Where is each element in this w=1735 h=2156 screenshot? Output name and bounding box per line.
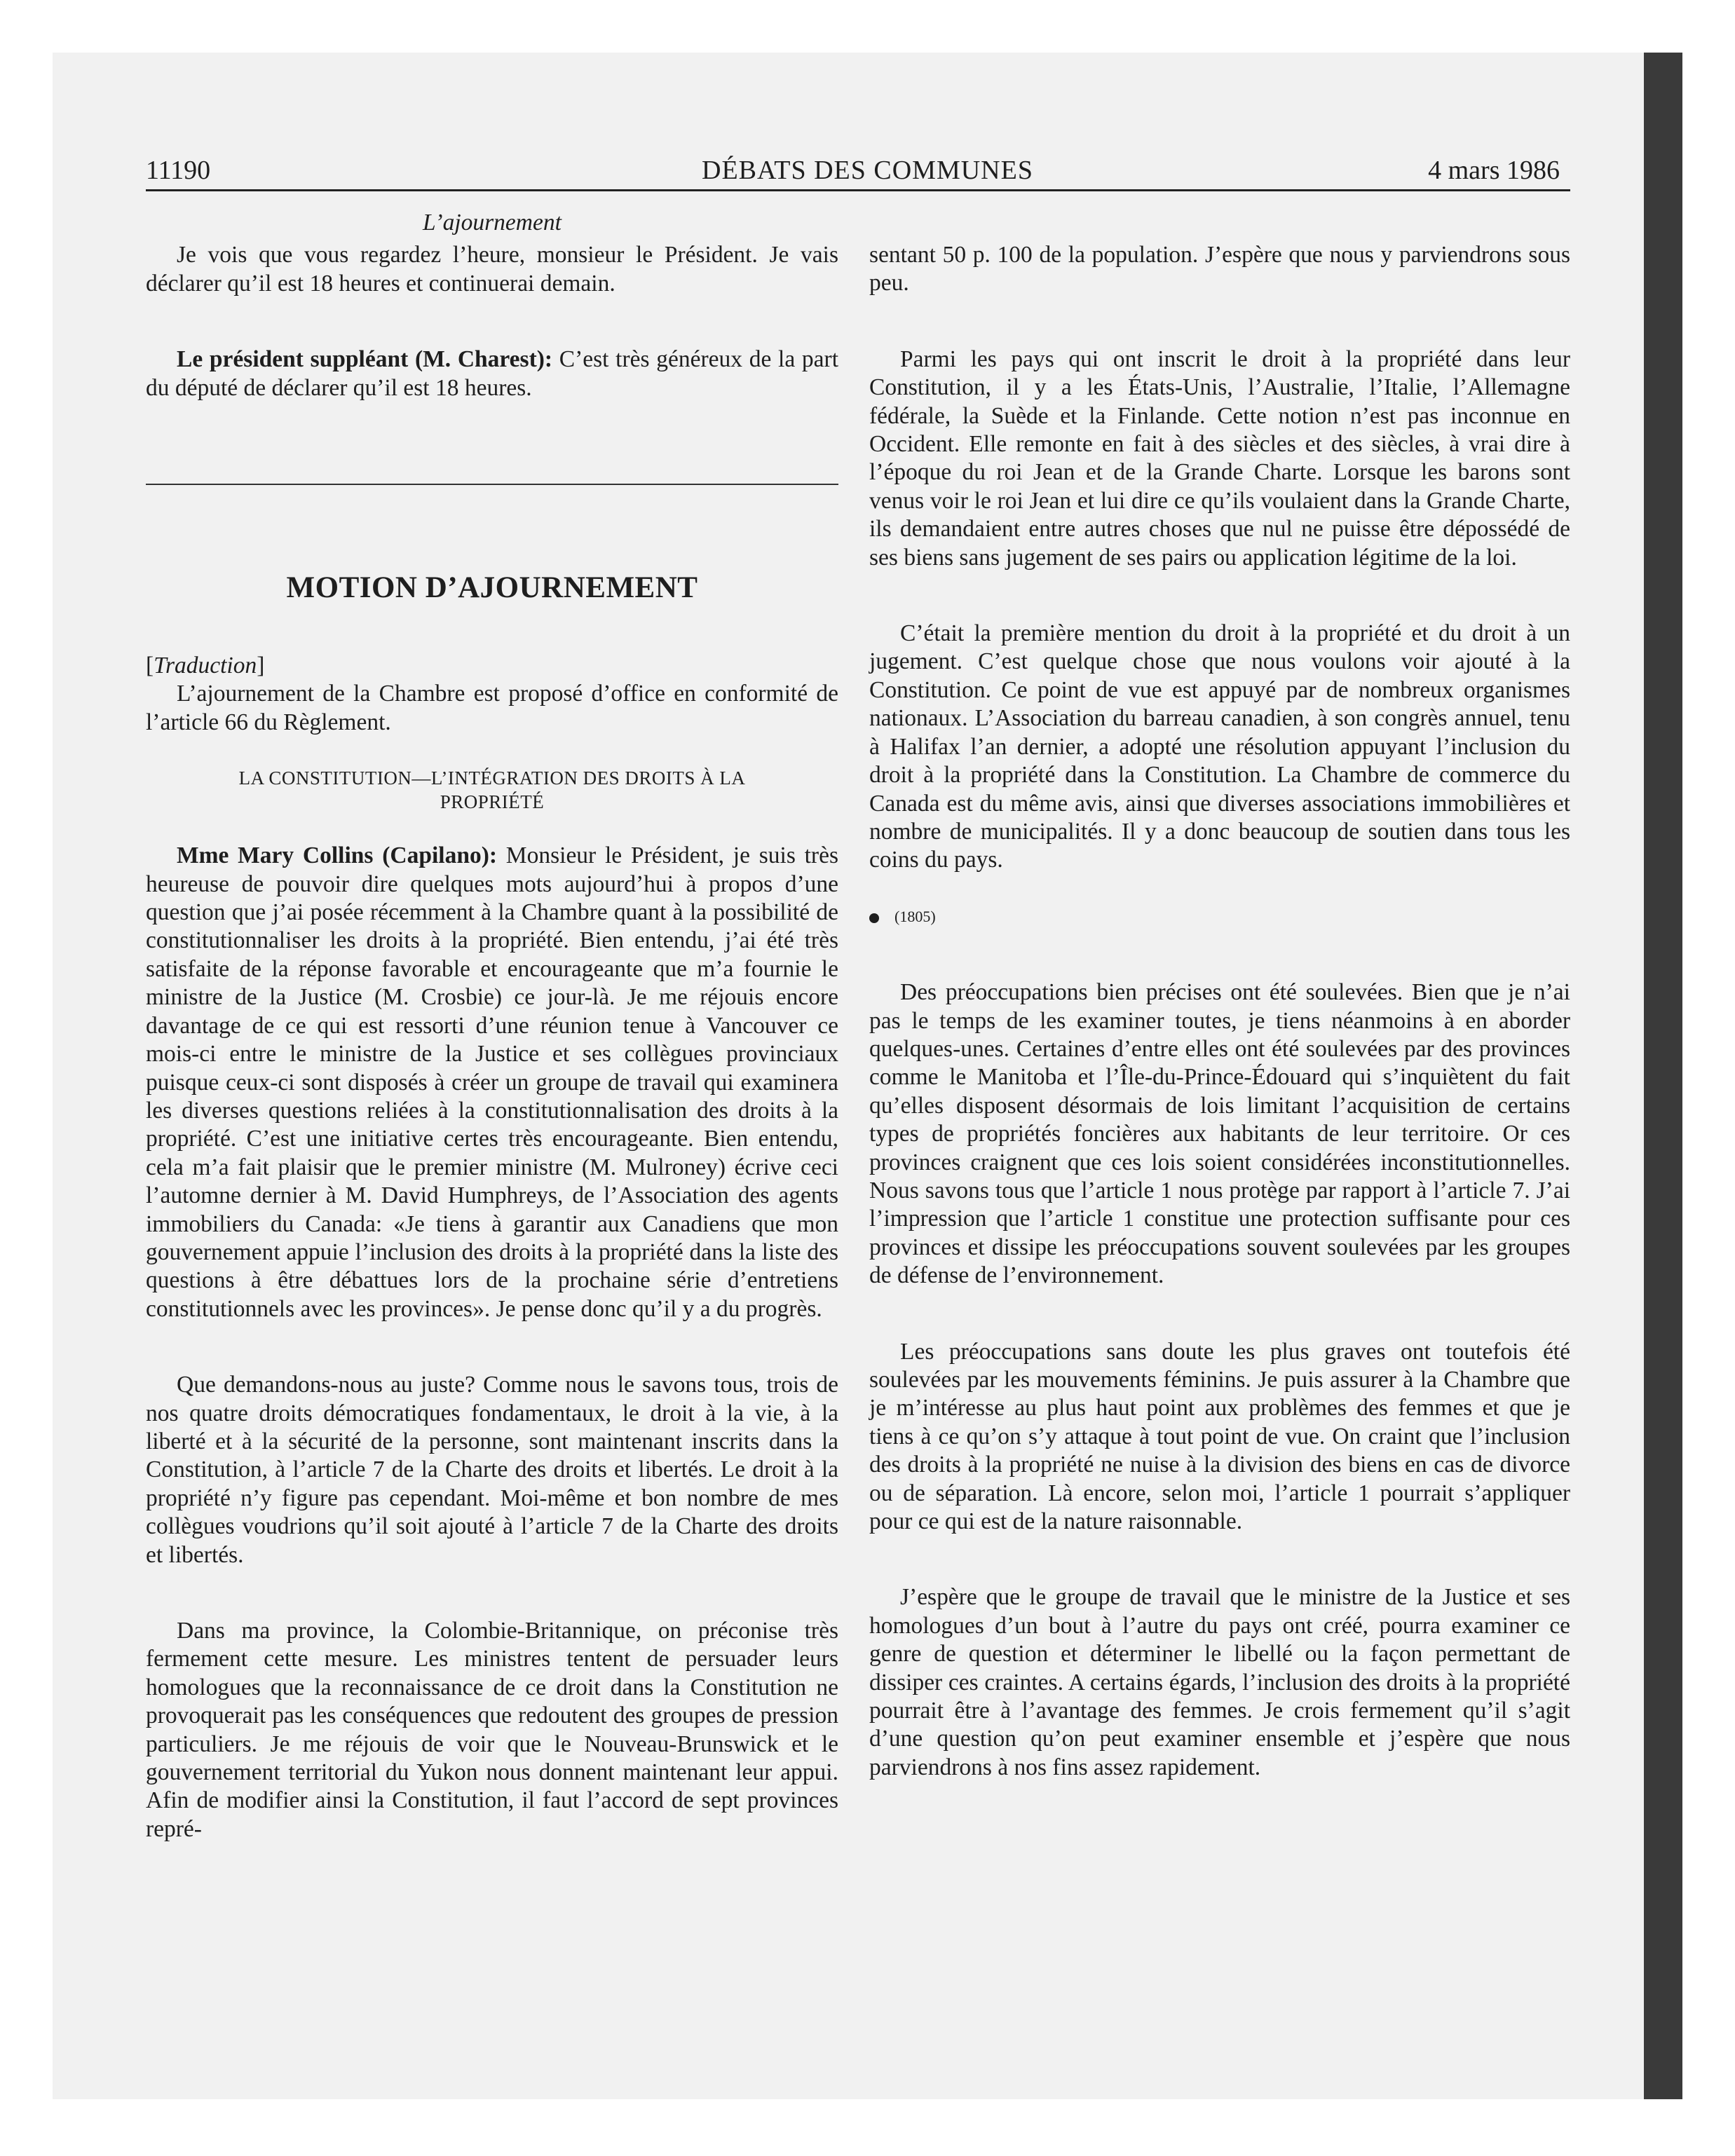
paragraph-text: C’est très généreux de la part du député de déclarer qu’il est 18 heures. — [146, 346, 838, 401]
topic-heading: LA CONSTITUTION—L’INTÉGRATION DES DROITS À LA PROPRIÉTÉ — [238, 767, 746, 813]
paragraph: J’espère que le groupe de travail que le ministre de la Justice et ses homologues d’un bout à l’autre du pays ont créé, pourra examiner ce genre de question et déterminer le libellé ou la façon permettant de dissiper ces craintes. A certains égards, l’inclusion des droits à la propriété pourrait être à l’avantage des femmes. Je crois fermement qu’il s’agit d’une question qu’on peut examiner ensemble et j’espère que nous parviendrons à nos fins assez rapidement. — [869, 1584, 1570, 1780]
speaker-name: Mme Mary Collins (Capilano): — [177, 842, 498, 869]
left-column — [146, 209, 838, 1843]
section-heading: MOTION D’AJOURNEMENT — [286, 571, 698, 605]
bullet-icon — [869, 913, 879, 923]
paragraph: Je vois que vous regardez l’heure, monsieur le Président. Je vais déclarer qu’il est 18 heures et continuerai demain. — [146, 242, 838, 296]
section-divider — [146, 484, 838, 485]
translation-note: [Traduction] — [146, 653, 265, 679]
speaker-name: Le président suppléant (M. Charest): — [177, 346, 553, 373]
paragraph-text: Monsieur le Président, je suis très heureuse de pouvoir dire quelques mots aujourd’hui à propos d’une question que j’ai posée récemment à la Chambre quant à la possibilité de constitutionnaliser les droits à la propriété. Bien entendu, j’ai été très satisfaite de la réponse favorable et encourageante que m’a fournie le ministre de la Justice (M. Crosbie) ce jour-là. Je me réjouis encore davantage de ce qui est ressorti d’une réunion tenue à Vancouver ce mois-ci entre le ministre de la Justice et ses collègues provinciaux puisque ceux-ci sont disposés à créer un groupe de travail qui examinera les diverses questions reliées à la constitutionnalisation des droits à la propriété. C’est une initiative certes très encourageante. Bien entendu, cela m’a fait plaisir que le premier ministre (M. Mulroney) écrive ceci l’automne dernier à M. David Humphreys, de l’Association des agents immobiliers du Canada: «Je tiens à garantir aux Canadiens que mon gouvernement appuie l’inclusion des droits à la propriété dans la liste des questions à être débattues lors de la prochaine série d’entretiens constitutionnels avec les provinces». Je pense donc qu’il y a du progrès. — [146, 842, 838, 1322]
paragraph: L’ajournement de la Chambre est proposé d’office en conformité de l’article 66 du Règlement. — [146, 681, 838, 735]
paragraph — [146, 842, 838, 1323]
paragraph: Des préoccupations bien précises ont été soulevées. Bien que je n’ai pas le temps de les examiner toutes, je tiens néanmoins à en aborder quelques-unes. Certaines d’entre elles ont été soulevées par des provinces comme le Manitoba et l’Île-du-Prince-Édouard qui s’inquiètent du fait qu’elles disposent désormais de lois limitant l’acquisition de certains types de propriétés foncières aux habitants de leur territoire. Or ces provinces craignent que ces lois soient considérées inconstitutionnelles. Nous savons tous que l’article 1 nous protège par rapport à l’article 7. J’ai l’impression que l’article 1 constitue une protection suffisante pour ces provinces et dissipe les préoccupations souvent soulevées par les groupes de défense de l’environnement. — [869, 979, 1570, 1289]
paragraph: sentant 50 p. 100 de la population. J’espère que nous y parviendrons sous peu. — [869, 242, 1570, 296]
scan-edge — [1644, 53, 1682, 2099]
page-number: 11190 — [146, 156, 211, 185]
paragraph: Que demandons-nous au juste? Comme nous le savons tous, trois de nos quatre droits démocratiques fondamentaux, le droit à la vie, à la liberté et à la sécurité de la personne, sont maintenant inscrits dans la Constitution, à l’article 7 de la Charte des droits et libertés. Le droit à la propriété n’y figure pas cependant. Moi-même et bon nombre de mes collègues voudrions qu’il soit ajouté à l’article 7 de la Charte des droits et libertés. — [146, 1372, 838, 1568]
page-header-title: DÉBATS DES COMMUNES — [702, 156, 1033, 185]
right-column — [869, 241, 1570, 1782]
time-marker — [869, 903, 1570, 931]
paragraph: C’était la première mention du droit à la propriété et du droit à un jugement. C’est quelque chose que nous voulons voir ajouté à la Constitution. Ce point de vue est appuyé par de nombreux organismes nationaux. L’Association du barreau canadien, à son congrès annuel, tenu à Halifax l’an dernier, a adopté une résolution appuyant l’inclusion du droit à la propriété dans la Constitution. La Chambre de commerce du Canada est du même avis, ainsi que diverses associations immobilières et nombre de municipalités. Il y a donc beaucoup de soutien dans tous les coins du pays. — [869, 620, 1570, 873]
header-rule — [146, 189, 1570, 191]
paragraph: Dans ma province, la Colombie-Britannique, on préconise très fermement cette mesure. Les ministres tentent de persuader leurs homologues que la reconnaissance de ce droit dans la Constitution ne provoquerait pas les conséquences que redoutent des groupes de pression particuliers. Je me réjouis de voir que le Nouveau-Brunswick et le gouvernement territorial du Yukon nous donnent maintenant leur appui. Afin de modifier ainsi la Constitution, il faut l’accord de sept provinces repré- — [146, 1618, 838, 1842]
paragraph — [146, 346, 838, 402]
section-subhead: L’ajournement — [423, 210, 562, 236]
time-marker-text: (1805) — [894, 907, 936, 925]
paragraph: Les préoccupations sans doute les plus graves ont toutefois été soulevées par les mouvements féminins. Je puis assurer à la Chambre que je m’intéresse au plus haut point aux problèmes des femmes et que je tiens à ce qu’on s’y attaque à tout point de vue. On craint que l’inclusion des droits à la propriété ne nuise à la division des biens en cas de divorce ou de séparation. Là encore, selon moi, l’article 1 pourrait s’appliquer pour ce qui est de la nature raisonnable. — [869, 1338, 1570, 1535]
paragraph: Parmi les pays qui ont inscrit le droit à la propriété dans leur Constitution, il y a les États-Unis, l’Australie, l’Italie, l’Allemagne fédérale, la Suède et la Finlande. Cette notion n’est pas inconnue en Occident. Elle remonte en fait à des siècles et des siècles, à vrai dire à l’époque du roi Jean et de la Grande Charte. Lorsque les barons sont venus voir le roi Jean et lui dire ce qu’ils voulaient dans la Grande Charte, ils demandaient entre autres choses que nul ne puisse être dépossédé de ses biens sans jugement de ses pairs ou application légitime de la loi. — [869, 346, 1570, 571]
page-date: 4 mars 1986 — [1428, 156, 1560, 185]
translation-label: Traduction — [154, 653, 257, 679]
